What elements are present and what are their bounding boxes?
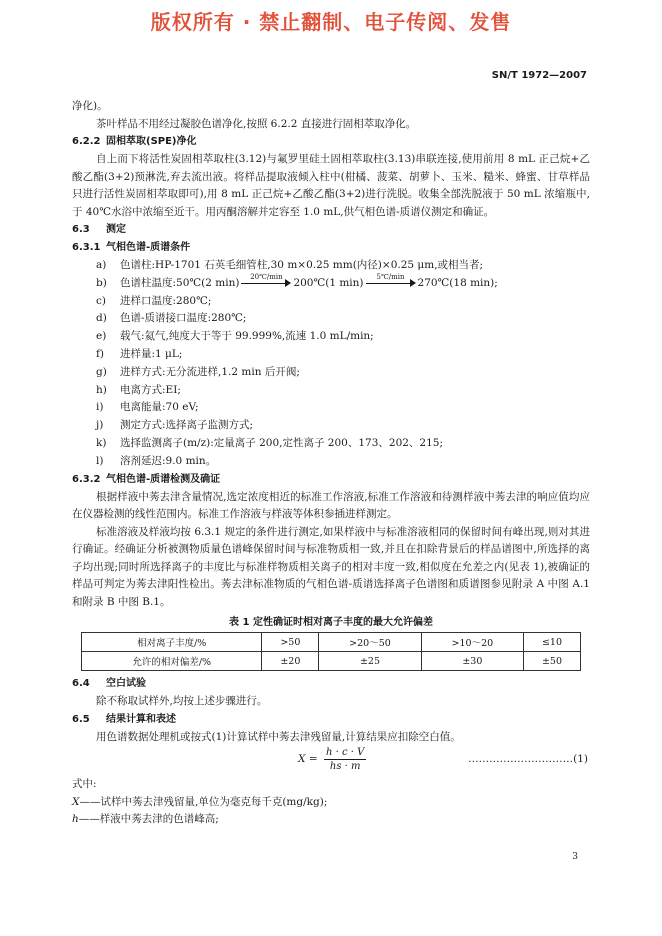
list-item [72, 435, 590, 453]
section-number: 6.3 [72, 224, 90, 235]
ramp-rate: 5℃/min [376, 272, 405, 281]
ramp-arrow [241, 272, 291, 288]
variable-symbol: X [72, 795, 80, 808]
list-text: 测定方式:选择离子监测方式; [120, 419, 254, 432]
arrow-head-icon [285, 279, 291, 287]
paragraph: 用色谱数据处理机或按式(1)计算试样中莠去津残留量,计算结果应扣除空白值。 [96, 730, 461, 743]
paragraph: 式中: [72, 778, 97, 791]
section-title: 结果计算和表述 [106, 713, 176, 725]
list-label: l) [96, 454, 104, 467]
variable-definition [72, 794, 590, 812]
table-cell: >50 [262, 633, 319, 652]
list-label: e) [96, 330, 107, 343]
table-cell: >10～20 [421, 633, 523, 652]
list-item [72, 364, 590, 382]
list-text: 载气:氦气,纯度大于等于 99.999%,流速 1.0 mL/min; [120, 330, 374, 343]
table-cell: ±30 [421, 652, 523, 671]
list-label: i) [96, 401, 104, 414]
section-title: 测定 [106, 224, 126, 235]
list-text: 选择监测离子(m/z):定量离子 200,定性离子 200、173、202、215; [120, 436, 444, 449]
list-text: 进样口温度:280℃; [120, 294, 212, 307]
paragraph: 自上而下将活性炭固相萃取柱(3.12)与氟罗里硅土固相萃取柱(3.13)串联连接,使用前用 8 mL 正己烷+乙酸乙酯(3+2)预淋洗,弃去流出液。将样品提取液倾入柱中(柑橘、菠菜、胡萝卜、玉米、糙米、蜂蜜、甘草样品只进行活性炭固相萃取即可),用 8 mL 正己烷+乙酸乙酯(3+2)进行洗脱。收集全部洗脱液于 50 mL 浓缩瓶中,于 40℃水浴中浓缩至近干。用丙酮溶解并定容至 1.0 mL,供气相色谱-质谱仪测定和确证。 [72, 153, 590, 218]
paragraph: 除不称取试样外,均按上述步骤进行。 [96, 695, 268, 708]
section-title: 固相萃取(SPE)净化 [106, 136, 197, 147]
list-item [72, 328, 590, 346]
list-label: a) [96, 259, 107, 271]
list-item-oven-program [72, 272, 590, 293]
section-heading [72, 221, 590, 239]
tolerance-table [81, 632, 581, 671]
formula-fraction [324, 746, 366, 773]
formula-lhs: X = [298, 753, 318, 766]
list-text: 电离能量:70 eV; [120, 401, 199, 414]
list-item [72, 399, 590, 417]
list-label: k) [96, 436, 107, 449]
section-title: 空白试验 [106, 678, 146, 690]
section-heading [72, 133, 590, 151]
formula-numerator: h · c · V [326, 747, 365, 759]
section-title: 气相色谱-质谱条件 [106, 242, 191, 253]
section-number: 6.3.2 [72, 473, 101, 485]
table-cell: >20～50 [319, 633, 421, 652]
variable-definition [72, 811, 590, 829]
list-label: f) [96, 347, 104, 360]
list-text: 进样量:1 μL; [120, 347, 183, 360]
paragraph: 净化)。 [72, 100, 108, 112]
table-cell: 相对离子丰度/% [82, 633, 262, 652]
standard-number: SN/T 1972—2007 [491, 70, 587, 81]
arrow-line [241, 283, 287, 284]
ramp-rate: 20℃/min [250, 272, 283, 281]
list-item [72, 382, 590, 400]
section-number: 6.2.2 [72, 136, 101, 147]
section-number: 6.3.1 [72, 242, 101, 253]
section-number: 6.5 [72, 713, 90, 725]
watermark-banner: 版权所有 · 禁止翻制、电子传阅、发售 [150, 10, 512, 34]
table-caption: 表 1 定性确证时相对离子丰度的最大允许偏差 [229, 617, 433, 629]
list-item [72, 453, 590, 471]
list-text: 色谱柱温度:50℃(2 min) [120, 276, 240, 289]
ramp-arrow [366, 272, 416, 288]
list-label: d) [96, 312, 107, 325]
table-row [82, 633, 581, 652]
section-heading [72, 711, 590, 729]
list-item [72, 293, 590, 311]
table-row [82, 652, 581, 671]
list-item [72, 346, 590, 364]
section-heading [72, 239, 590, 257]
variable-description: ——样液中莠去津的色谱峰高; [78, 813, 219, 826]
paragraph: 茶叶样品不用经过凝胶色谱净化,按照 6.2.2 直接进行固相萃取净化。 [96, 117, 417, 130]
section-heading [72, 471, 590, 489]
list-item [72, 310, 590, 328]
list-label: h) [96, 383, 107, 396]
arrow-line [366, 283, 412, 284]
table-cell: 允许的相对偏差/% [82, 652, 262, 671]
table-cell: ≤10 [524, 633, 581, 652]
page-content [72, 98, 590, 829]
paragraph: 根据样液中莠去津含量情况,选定浓度相近的标准工作溶液,标准工作溶液和待测样液中莠去津的响应值均应在仪器检测的线性范围内。标准工作溶液与样液等体积参插进样测定。 [72, 490, 590, 521]
formula-denominator: hs · m [329, 761, 361, 773]
section-title: 气相色谱-质谱检测及确证 [106, 473, 221, 485]
list-text: 电离方式:EI; [120, 383, 181, 396]
variable-symbol: h [72, 813, 79, 826]
formula [72, 746, 590, 776]
list-text: 溶剂延迟:9.0 min。 [120, 454, 217, 467]
table-cell: ±25 [319, 652, 421, 671]
table-cell: ±20 [262, 652, 319, 671]
list-text: 200℃(1 min) [293, 276, 364, 289]
equation-number: …………………………(1) [468, 753, 588, 766]
section-number: 6.4 [72, 678, 90, 690]
paragraph: 标准溶液及样液均按 6.3.1 规定的条件进行测定,如果样液中与标准溶液相同的保留时间有峰出现,则对其进行确证。经确证分析被测物质量色谱峰保留时间与标准物质相一致,并且在扣除背景后的样品谱图中,所选择的离子均出现;同时所选择离子的丰度比与标准样物质相关离子的相对丰度一致,相似度在允差之内(见表 1),被确证的样品可判定为莠去津阳性检出。莠去津标准物质的气相色谱-质谱选择离子色谱图和质谱图参见附录 A 中图 A.1 和附录 B 中图 B.1。 [72, 525, 590, 608]
page-number: 3 [572, 852, 578, 862]
arrow-head-icon [410, 279, 416, 287]
section-heading [72, 675, 590, 693]
variable-description: ——试样中莠去津残留量,单位为毫克每千克(mg/kg); [79, 795, 328, 808]
list-label: b) [96, 276, 107, 289]
list-text: 进样方式:无分流进样,1.2 min 后开阀; [120, 365, 300, 378]
list-label: j) [96, 419, 104, 432]
table-cell: ±50 [524, 652, 581, 671]
list-item [72, 417, 590, 435]
list-label: c) [96, 294, 106, 307]
list-item [72, 257, 590, 275]
list-text: 色谱-质谱接口温度:280℃; [120, 312, 247, 325]
list-text: 270℃(18 min); [417, 276, 498, 289]
list-text: 色谱柱:HP-1701 石英毛细管柱,30 m×0.25 mm(内径)×0.25 μm,或相当者; [120, 259, 484, 271]
list-label: g) [96, 365, 107, 378]
